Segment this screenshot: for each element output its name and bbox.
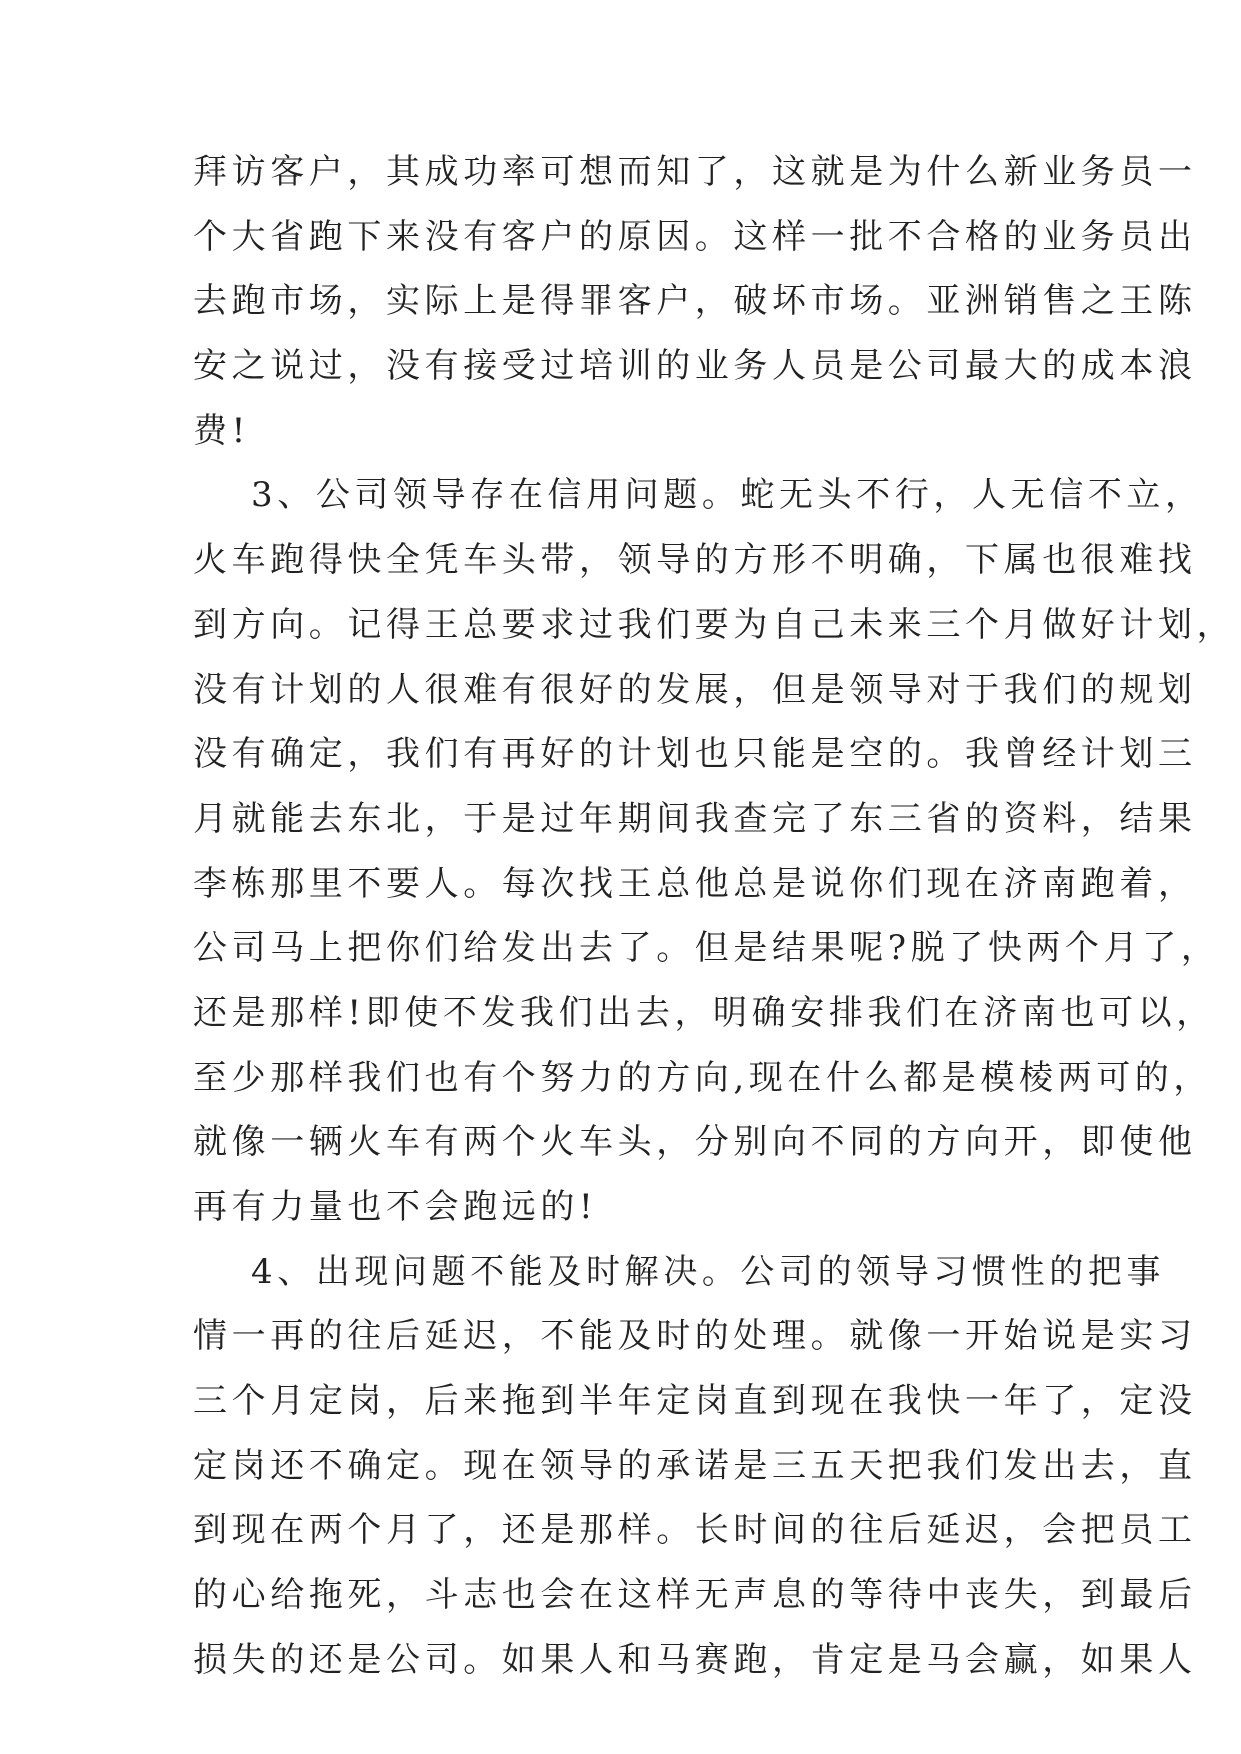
text-line: 到现在两个月了，还是那样。长时间的往后延迟，会把员工: [193, 1510, 1197, 1551]
text-line: 到方向。记得王总要求过我们要为自己未来三个月做好计划，: [193, 604, 1236, 645]
paragraph-continuation: [193, 140, 1197, 463]
text-line: 个大省跑下来没有客户的原因。这样一批不合格的业务员出: [193, 216, 1197, 257]
text-line: 没有计划的人很难有很好的发展，但是领导对于我们的规划: [193, 669, 1197, 710]
paragraph-3: [193, 463, 1236, 1239]
text-line: 月就能去东北，于是过年期间我查完了东三省的资料，结果: [193, 798, 1197, 839]
paragraph-4: [193, 1240, 1197, 1693]
text-line: 的心给拖死，斗志也会在这样无声息的等待中丧失，到最后: [193, 1575, 1197, 1616]
text-line: 再有力量也不会跑远的!: [193, 1187, 598, 1227]
text-line: 没有确定，我们有再好的计划也只能是空的。我曾经计划三: [193, 734, 1197, 775]
text-line: 损失的还是公司。如果人和马赛跑，肯定是马会赢，如果人: [193, 1639, 1197, 1680]
text-line: 火车跑得快全凭车头带，领导的方形不明确，下属也很难找: [193, 540, 1197, 581]
text-line: 公司马上把你们给发出去了。但是结果呢?脱了快两个月了，: [193, 928, 1220, 969]
text-line: 还是那样!即使不发我们出去，明确安排我们在济南也可以，: [193, 992, 1215, 1033]
document-body: [193, 140, 1236, 1693]
text-line: 费!: [193, 410, 250, 451]
text-line: 就像一辆火车有两个火车头，分别向不同的方向开，即使他: [193, 1122, 1197, 1163]
text-line: 至少那样我们也有个努力的方向,现在什么都是模棱两可的，: [193, 1057, 1213, 1098]
text-line: 安之说过，没有接受过培训的业务人员是公司最大的成本浪: [193, 346, 1197, 387]
text-line: 拜访客户，其成功率可想而知了，这就是为什么新业务员一: [193, 152, 1197, 192]
text-line: 3、公司领导存在信用问题。蛇无头不行，人无信不立，: [251, 475, 1204, 516]
text-line: 情一再的往后延迟，不能及时的处理。就像一开始说是实习: [193, 1316, 1197, 1357]
text-line: 定岗还不确定。现在领导的承诺是三五天把我们发出去，直: [193, 1445, 1197, 1486]
text-line: 李栋那里不要人。每次找王总他总是说你们现在济南跑着，: [193, 863, 1197, 904]
text-line: 去跑市场，实际上是得罪客户，破坏市场。亚洲销售之王陈: [193, 281, 1197, 322]
text-line: 4、出现问题不能及时解决。公司的领导习惯性的把事: [251, 1251, 1166, 1292]
text-line: 三个月定岗，后来拖到半年定岗直到现在我快一年了，定没: [193, 1381, 1197, 1422]
